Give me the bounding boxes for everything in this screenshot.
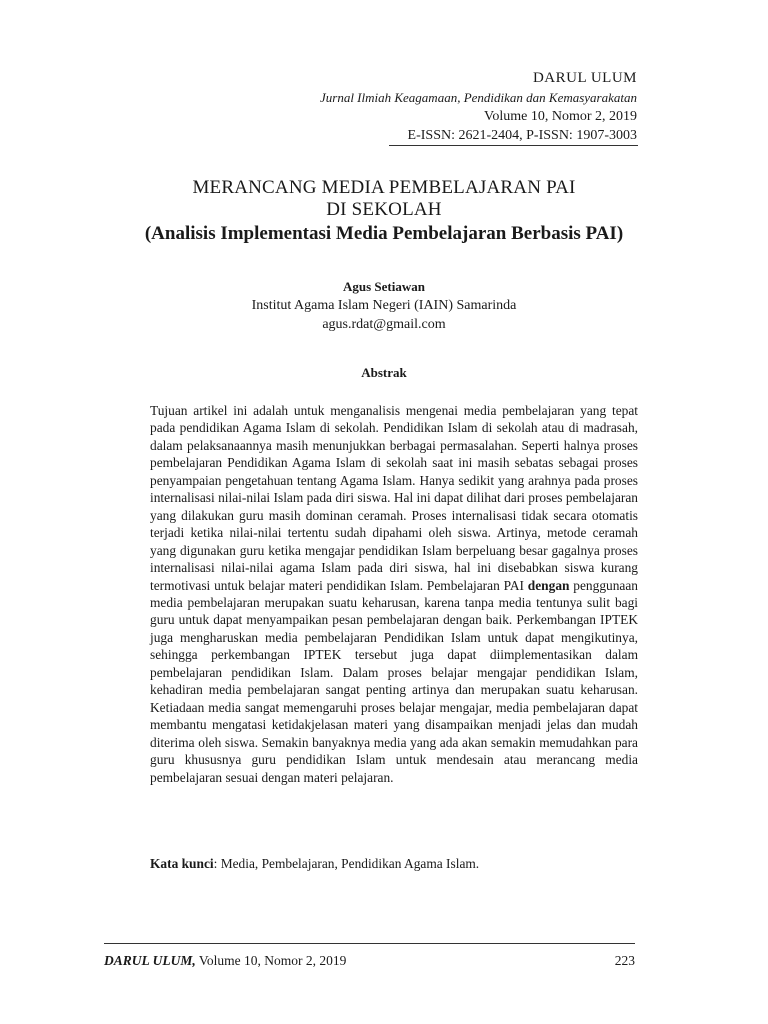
keywords <box>150 855 638 873</box>
article-title <box>0 177 768 246</box>
author-email: agus.rdat@gmail.com <box>322 317 446 332</box>
page-number: 223 <box>614 953 635 968</box>
header-divider <box>389 145 638 146</box>
abstract-body <box>150 402 638 786</box>
title-subtitle: (Analisis Implementasi Media Pembelajaran Berbasis PAI) <box>144 223 624 244</box>
keywords-values: Media, Pembelajaran, Pendidikan Agama Islam. <box>217 856 480 871</box>
title-line-2: DI SEKOLAH <box>326 199 442 220</box>
journal-subtitle: Jurnal Ilmiah Keagamaan, Pendidikan dan Kemasyarakatan <box>319 90 637 105</box>
journal-name: DARUL ULUM <box>532 70 637 86</box>
keywords-label: Kata kunci <box>150 856 214 871</box>
abstract-bold-word: dengan <box>527 577 570 593</box>
abstract-heading: Abstrak <box>361 365 407 380</box>
journal-header <box>320 69 637 145</box>
abstract-text-part-2: penggunaan media pembelajaran merupakan suatu keharusan, karena tanpa media tentunya sulit bagi guru untuk dapat menyampaikan pesan pembelajaran dengan baik. Perkembangan IPTEK juga mengharuskan media pembelajaran Pendidikan Islam untuk dapat mengikutinya, sehingga perkembangan IPTEK tersebut juga dapat diimplementasikan dalam pembelajaran pendidikan Islam. Dalam proses belajar mengajar pendidikan Islam, kehadiran media pembelajaran sangat penting artinya dan merupakan suatu keharusan. Ketiadaan media sangat memengaruhi proses belajar mengajar, media pembelajaran dapat membantu mengatasi ketidakjelasan materi yang disampaikan menjadi jelas dan mudah diterima oleh siswa. Semakin banyaknya media yang ada akan semakin memudahkan para guru khususnya guru pendidikan Islam untuk mendesain atau merancang media pembelajaran sesuai dengan materi pelajaran. <box>150 577 638 785</box>
keywords-colon: : <box>213 856 218 871</box>
footer-divider <box>104 943 635 944</box>
author-affiliation: Institut Agama Islam Negeri (IAIN) Samarinda <box>251 298 517 313</box>
abstract-text-part-1: Tujuan artikel ini adalah untuk menganalisis mengenai media pembelajaran yang tepat pada pendidikan Agama Islam di sekolah. Pendidikan Islam di sekolah atau di madrasah, dalam pelaksanaannya masih menunjukkan berbagai permasalahan. Seperti halnya proses pembelajaran Pendidikan Agama Islam di sekolah saat ini masih sebatas sebagai proses penyampaian pengetahuan tentang Agama Islam. Hanya sedikit yang arahnya pada proses internalisasi nilai-nilai Islam pada diri siswa. Hal ini dapat dilihat dari proses pembelajaran yang dilakukan guru masih dominan ceramah. Proses internalisasi tidak secara otomatis terjadi ketika nilai-nilai tertentu sudah dipahami oleh siswa. Artinya, metode ceramah yang digunakan guru ketika mengajar pendidikan Islam berpeluang besar gagalnya proses internalisasi nilai-nilai agama Islam pada diri siswa, hal ini disebabkan siswa kurang termotivasi untuk belajar materi pendidikan Islam. Pembelajaran PAI <box>150 403 638 593</box>
journal-issn: E-ISSN: 2621-2404, P-ISSN: 1907-3003 <box>407 128 637 143</box>
footer-volume: Volume 10, Nomor 2, 2019 <box>195 953 347 968</box>
title-line-1: MERANCANG MEDIA PEMBELAJARAN PAI <box>192 177 576 198</box>
footer-citation <box>104 953 346 969</box>
author-block <box>0 277 768 334</box>
journal-volume: Volume 10, Nomor 2, 2019 <box>484 109 637 124</box>
author-name: Agus Setiawan <box>343 279 425 294</box>
footer-journal-name: DARUL ULUM, <box>104 953 196 968</box>
